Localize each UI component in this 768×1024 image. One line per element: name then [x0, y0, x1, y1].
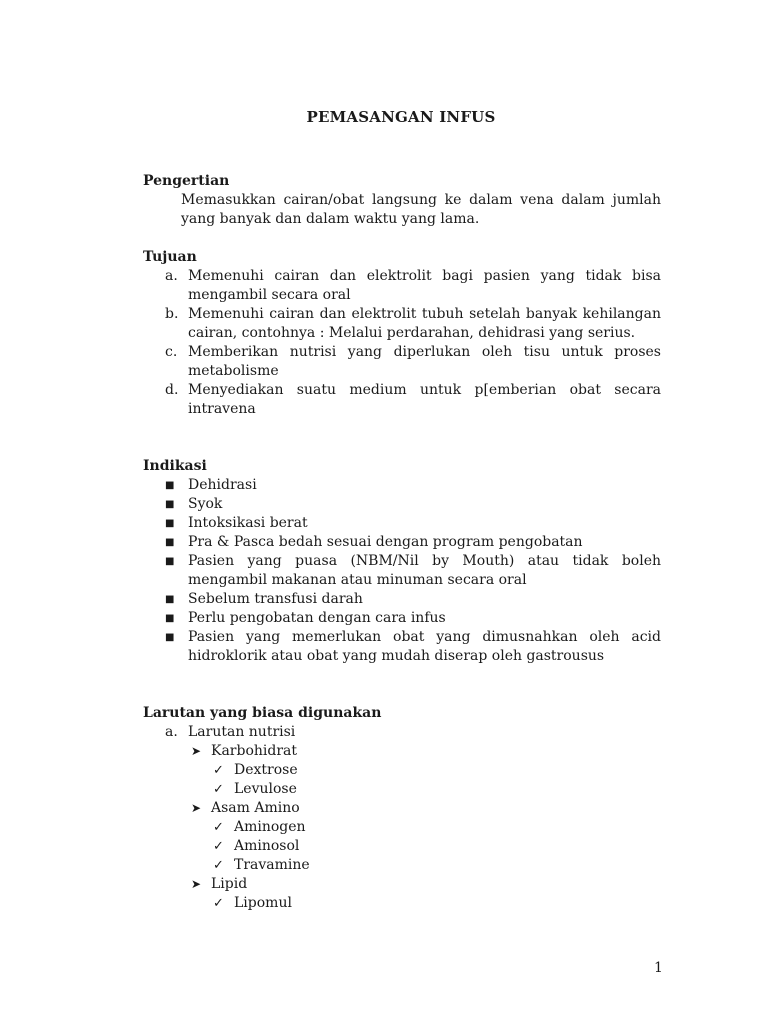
document-body	[143, 172, 661, 913]
list-item	[143, 818, 661, 837]
list-item	[143, 533, 661, 552]
list-item-text: Pasien yang memerlukan obat yang dimusnahkan oleh acid hidroklorik atau obat yang mudah diserap oleh gastrousus	[188, 629, 661, 664]
group-item	[143, 799, 661, 875]
larutan-list	[143, 723, 661, 742]
section-pengertian	[143, 172, 661, 229]
list-item	[143, 856, 661, 875]
list-item-text: Intoksikasi berat	[188, 515, 308, 531]
list-item-text: Travamine	[234, 857, 310, 873]
tujuan-list	[143, 267, 661, 419]
list-marker: d.	[165, 382, 179, 398]
group-item	[143, 742, 661, 799]
list-item-text: Syok	[188, 496, 223, 512]
list-item-text: Aminosol	[234, 838, 300, 854]
section-heading: Indikasi	[143, 458, 207, 474]
group-label: Karbohidrat	[211, 743, 298, 759]
list-item	[143, 894, 661, 913]
square-bullet-icon: ■	[165, 518, 175, 529]
section-indikasi	[143, 457, 661, 666]
list-item	[143, 305, 661, 343]
list-item-text: Larutan nutrisi	[188, 724, 296, 740]
list-marker: c.	[165, 344, 178, 360]
list-item-text: Memenuhi cairan dan elektrolit bagi pasien yang tidak bisa mengambil secara oral	[188, 268, 661, 303]
list-item-text: Pra & Pasca bedah sesuai dengan program pengobatan	[188, 534, 583, 550]
list-item-text: Menyediakan suatu medium untuk p[emberian obat secara intravena	[188, 382, 661, 417]
checkmark-icon: ✓	[213, 839, 224, 854]
square-bullet-icon: ■	[165, 632, 175, 643]
list-item	[143, 267, 661, 305]
list-item-text: Levulose	[234, 781, 297, 797]
checkmark-icon: ✓	[213, 896, 224, 911]
square-bullet-icon: ■	[165, 499, 175, 510]
list-item	[143, 628, 661, 666]
list-item-text: Lipomul	[234, 895, 292, 911]
list-item-text: Perlu pengobatan dengan cara infus	[188, 610, 446, 626]
list-marker: a.	[165, 724, 178, 740]
checkmark-icon: ✓	[213, 782, 224, 797]
page-number: 1	[654, 960, 663, 976]
list-item	[143, 761, 661, 780]
group-item	[143, 875, 661, 913]
list-item	[143, 590, 661, 609]
list-item	[143, 381, 661, 419]
section-heading: Larutan yang biasa digunakan	[143, 705, 382, 721]
list-item-text: Dextrose	[234, 762, 298, 778]
page-title: PEMASANGAN INFUS	[306, 108, 496, 126]
group-sublist	[143, 818, 661, 875]
list-item-text: Memberikan nutrisi yang diperlukan oleh tisu untuk proses metabolisme	[188, 344, 661, 379]
list-item	[143, 552, 661, 590]
pengertian-text: Memasukkan cairan/obat langsung ke dalam vena dalam jumlah yang banyak dan dalam waktu yang lama.	[181, 192, 661, 227]
section-larutan	[143, 704, 661, 913]
list-item	[143, 837, 661, 856]
list-item	[143, 476, 661, 495]
list-item	[143, 495, 661, 514]
section-tujuan	[143, 248, 661, 419]
square-bullet-icon: ■	[165, 594, 175, 605]
indikasi-list	[143, 476, 661, 666]
group-label: Asam Amino	[211, 800, 300, 816]
square-bullet-icon: ■	[165, 480, 175, 491]
square-bullet-icon: ■	[165, 537, 175, 548]
group-label: Lipid	[211, 876, 248, 892]
list-item	[143, 780, 661, 799]
arrowhead-icon: ➤	[191, 877, 202, 891]
list-item-text: Pasien yang puasa (NBM/Nil by Mouth) atau tidak boleh mengambil makanan atau minuman secara oral	[188, 553, 661, 588]
list-item-text: Memenuhi cairan dan elektrolit tubuh setelah banyak kehilangan cairan, contohnya : Melalui perdarahan, dehidrasi yang serius.	[188, 306, 661, 341]
arrowhead-icon: ➤	[191, 744, 202, 758]
square-bullet-icon: ■	[165, 556, 175, 567]
list-item	[143, 343, 661, 381]
list-item-text: Dehidrasi	[188, 477, 257, 493]
group-sublist	[143, 761, 661, 799]
square-bullet-icon: ■	[165, 613, 175, 624]
checkmark-icon: ✓	[213, 858, 224, 873]
list-item-text: Sebelum transfusi darah	[188, 591, 363, 607]
group-sublist	[143, 894, 661, 913]
list-item-text: Aminogen	[234, 819, 306, 835]
list-item	[143, 514, 661, 533]
checkmark-icon: ✓	[213, 820, 224, 835]
list-item	[143, 723, 661, 742]
section-heading: Pengertian	[143, 173, 230, 189]
arrowhead-icon: ➤	[191, 801, 202, 815]
list-marker: b.	[165, 306, 179, 322]
larutan-groups	[143, 742, 661, 913]
list-item	[143, 609, 661, 628]
checkmark-icon: ✓	[213, 763, 224, 778]
section-heading: Tujuan	[143, 249, 197, 265]
list-marker: a.	[165, 268, 178, 284]
